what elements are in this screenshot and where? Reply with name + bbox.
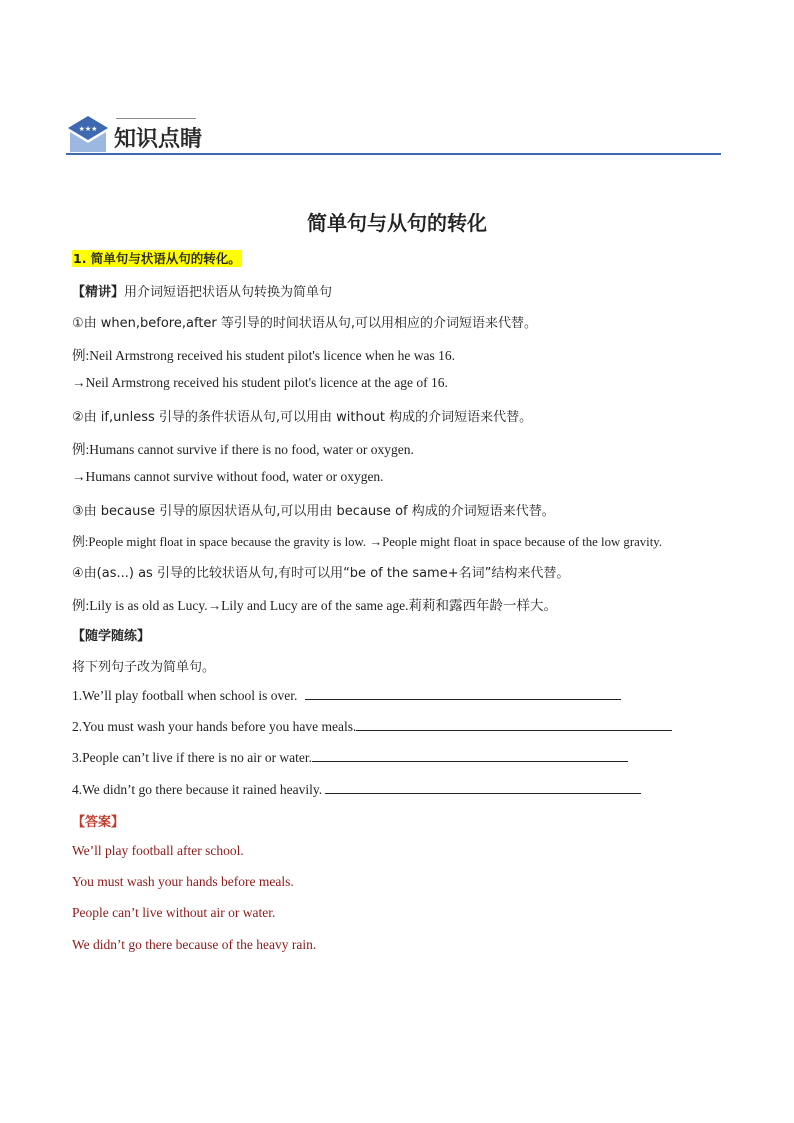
answer-label: 【答案】 [72, 815, 125, 830]
answer-blank[interactable] [325, 781, 641, 794]
answer-item: We didn’t go there because of the heavy rain. [72, 937, 317, 952]
example-2b: →Humans cannot survive without food, water or oxygen. [72, 469, 384, 484]
jingjiang-label: 【精讲】 [72, 285, 125, 300]
rule-text: 由 because 引导的原因状语从句,可以用由 because of 构成的介词短语来代替。 [83, 504, 555, 519]
rule-4 [72, 562, 569, 581]
answer-item: People can’t live without air or water. [72, 905, 276, 920]
envelope-star-icon [66, 114, 110, 154]
example-4: 例:Lily is as old as Lucy.→Lily and Lucy are of the same age.莉莉和露西年龄一样大。 [72, 598, 558, 613]
example-1a: 例:Neil Armstrong received his student pilot's licence when he was 16. [72, 348, 455, 363]
rule-text: 由 when,before,after 等引导的时间状语从句,可以用相应的介词短语来代替。 [83, 316, 538, 331]
practice-item-text: 3.People can’t live if there is no air or water. [72, 750, 313, 765]
practice-item-text: 2.You must wash your hands before you have meals. [72, 719, 357, 734]
example-3: 例:People might float in space because the gravity is low. →People might float in space because of the low gravity. [72, 535, 663, 549]
practice-label: 【随学随练】 [72, 629, 151, 644]
answer-item: You must wash your hands before meals. [72, 874, 294, 889]
rule-number: ② [72, 410, 84, 425]
practice-item [72, 749, 628, 766]
practice-item-text: 1.We’ll play football when school is over. [72, 688, 298, 703]
section-header [66, 108, 721, 158]
section-heading [72, 249, 242, 267]
example-2a: 例:Humans cannot survive if there is no food, water or oxygen. [72, 442, 414, 457]
svg-text:★★★: ★★★ [78, 125, 98, 133]
practice-instruction: 将下列句子改为简单句。 [72, 660, 216, 675]
rule-number: ① [72, 316, 84, 331]
page-title: 简单句与从句的转化 [307, 211, 487, 235]
rule-3 [72, 500, 555, 519]
answer-blank[interactable] [356, 718, 672, 731]
rule-1 [72, 312, 537, 331]
section-heading-text: 1. 简单句与状语从句的转化。 [73, 251, 241, 266]
rule-number: ③ [72, 504, 84, 519]
header-rule [66, 153, 721, 155]
header-title: 知识点睛 [114, 127, 203, 152]
jingjiang-text: 用介词短语把状语从句转换为简单句 [124, 285, 333, 300]
rule-2 [72, 406, 532, 425]
header-top-rule [116, 118, 196, 119]
practice-item [72, 687, 621, 704]
rule-text: 由(as...) as 引导的比较状语从句,有时可以用“be of the same+名词”结构来代替。 [83, 566, 570, 581]
jingjiang-line [72, 281, 332, 300]
practice-item-text: 4.We didn’t go there because it rained heavily. [72, 782, 323, 797]
answer-item: We’ll play football after school. [72, 843, 244, 858]
rule-number: ④ [72, 566, 84, 581]
answer-blank[interactable] [305, 687, 621, 700]
example-1b: →Neil Armstrong received his student pilot's licence at the age of 16. [72, 375, 448, 390]
rule-text: 由 if,unless 引导的条件状语从句,可以用由 without 构成的介词短语来代替。 [83, 410, 533, 425]
practice-item [72, 781, 641, 798]
practice-item [72, 718, 672, 735]
answer-blank[interactable] [312, 749, 628, 762]
